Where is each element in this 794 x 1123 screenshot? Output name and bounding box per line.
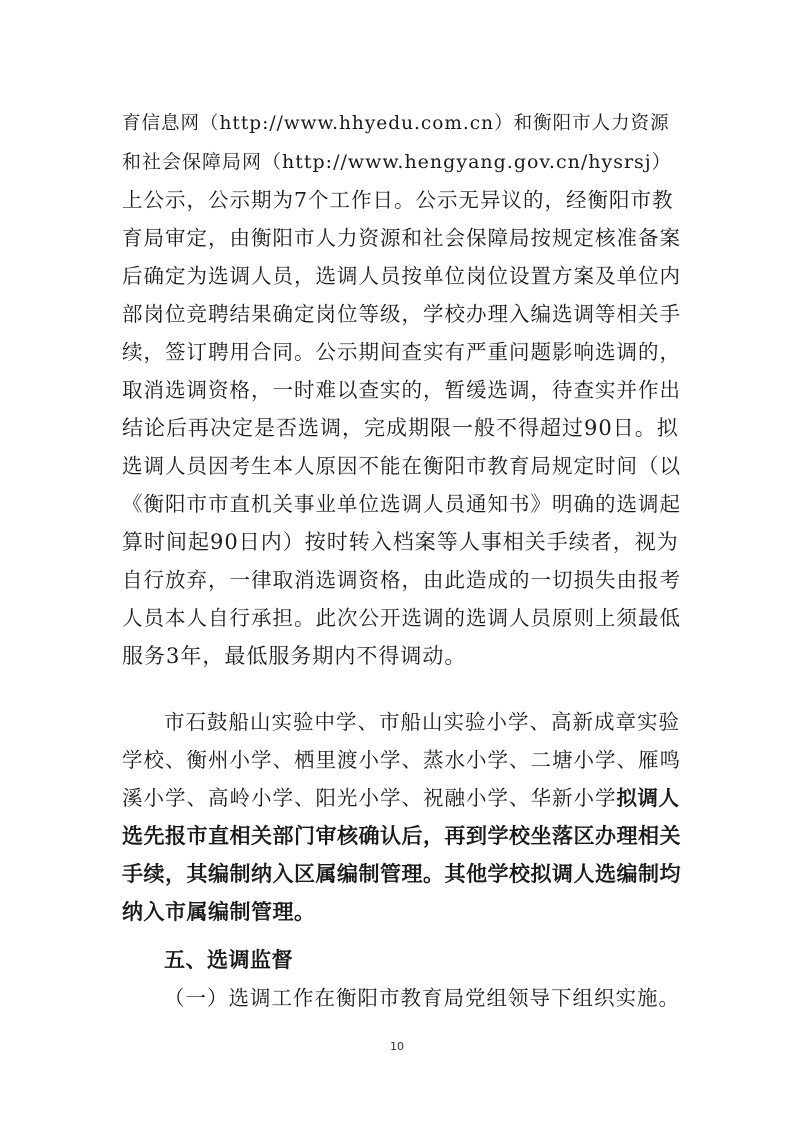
paragraph-line: 学校、衡州小学、栖里渡小学、蒸水小学、二塘小学、雁鸣 bbox=[122, 748, 681, 772]
paragraph-line: 《衡阳市市直机关事业单位选调人员通知书》明确的选调起 bbox=[122, 492, 681, 516]
paragraph-line: 市石鼓船山实验中学、市船山实验小学、高新成章实验 bbox=[164, 710, 680, 734]
paragraph-text: 溪小学、高岭小学、阳光小学、祝融小学、华新小学 bbox=[122, 786, 617, 810]
paragraph-line: 后确定为选调人员，选调人员按单位岗位设置方案及单位内 bbox=[122, 264, 681, 288]
paragraph-line: 育局审定，由衡阳市人力资源和社会保障局按规定核准备案 bbox=[122, 226, 681, 250]
paragraph-line: 续，签订聘用合同。公示期间查实有严重问题影响选调的， bbox=[122, 340, 681, 364]
paragraph-line: 上公示，公示期为7个工作日。公示无异议的，经衡阳市教 bbox=[122, 188, 674, 212]
paragraph-line: 人员本人自行承担。此次公开选调的选调人员原则上须最低 bbox=[122, 606, 681, 630]
paragraph-bold-line: 纳入市属编制管理。 bbox=[122, 900, 316, 924]
paragraph-line: 育信息网（http://www.hhyedu.com.cn）和衡阳市人力资源 bbox=[122, 113, 670, 134]
paragraph-bold-line: 选先报市直相关部门审核确认后，再到学校坐落区办理相关 bbox=[122, 824, 681, 848]
paragraph-bold-text: 拟调人 bbox=[616, 786, 680, 810]
paragraph-line: 算时间起90日内）按时转入档案等人事相关手续者，视为 bbox=[122, 530, 679, 554]
paragraph-line bbox=[122, 784, 682, 812]
paragraph-line: 选调人员因考生本人原因不能在衡阳市教育局规定时间（以 bbox=[122, 454, 681, 478]
section-heading: 五、选调监督 bbox=[164, 948, 293, 972]
paragraph-line: 取消选调资格，一时难以查实的，暂缓选调，待查实并作出 bbox=[122, 378, 681, 402]
paragraph-line: 服务3年，最低服务期内不得调动。 bbox=[122, 644, 467, 668]
paragraph-line: 部岗位竞聘结果确定岗位等级，学校办理入编选调等相关手 bbox=[122, 302, 681, 326]
page-number: 10 bbox=[390, 1040, 404, 1053]
paragraph-line: 结论后再决定是否选调，完成期限一般不得超过90日。拟 bbox=[122, 416, 679, 440]
paragraph-line: 和社会保障局网（http://www.hengyang.gov.cn/hysrsj） bbox=[122, 151, 672, 173]
list-item: （一）选调工作在衡阳市教育局党组领导下组织实施。 bbox=[164, 986, 680, 1010]
paragraph-line: 自行放弃，一律取消选调资格，由此造成的一切损失由报考 bbox=[122, 568, 681, 592]
paragraph-bold-line: 手续，其编制纳入区属编制管理。其他学校拟调人选编制均 bbox=[122, 862, 681, 886]
